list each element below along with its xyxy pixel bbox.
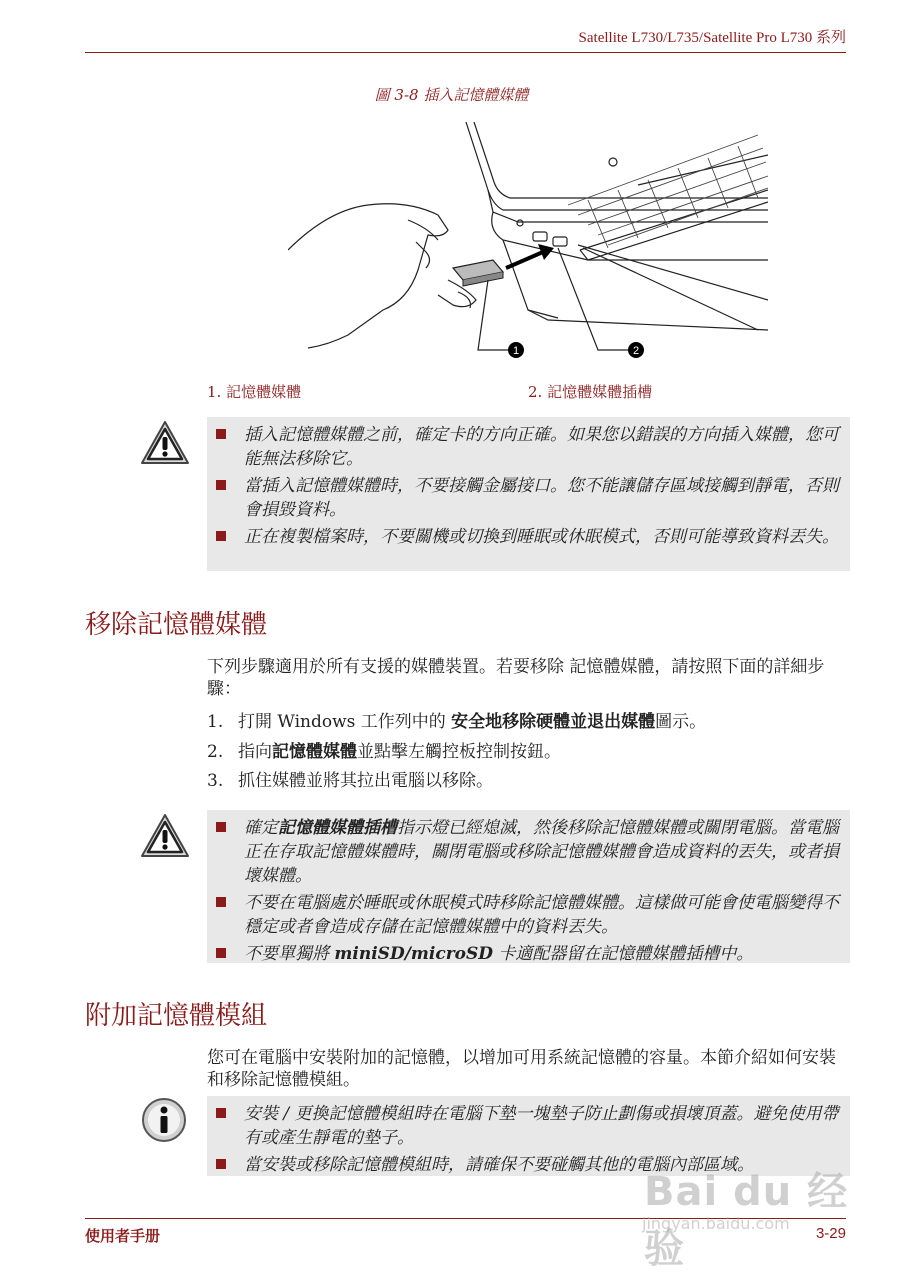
callout-1-number: 1 [512,345,520,357]
remove-media-intro: 下列步驟適用於所有支援的媒體裝置。若要移除 記憶體媒體，請按照下面的詳細步驟： [207,657,825,699]
caution-icon [140,813,190,859]
bullet-square-icon [216,822,226,832]
info-item: 安裝 / 更換記憶體模組時在電腦下墊一塊墊子防止劃傷或損壞頂蓋。避免使用帶有或產生靜電的墊子。 [211,1102,840,1150]
bullet-square-icon [216,531,226,541]
bullet-square-icon [216,1108,226,1118]
page-number: 3-29 [815,1225,846,1242]
caution-item: 當插入記憶體媒體時，不要接觸金屬接口。您不能讓儲存區域接觸到靜電，否則會損毀資料。 [211,474,840,522]
info-item: 當安裝或移除記憶體模組時，請確保不要碰觸其他的電腦內部區域。 [211,1153,840,1177]
caution-item: 不要在電腦處於睡眠或休眠模式時移除記憶體媒體。這樣做可能會使電腦變得不穩定或者會造成存儲在記憶體媒體中的資料丟失。 [211,891,840,939]
laptop-memory-card-illustration [288,120,768,370]
step-item: 1. 打開 Windows 工作列中的 安全地移除硬體並退出媒體圖示。 [207,712,707,732]
watermark-logo: Bai du 经验 [644,1169,849,1272]
figure-label-2: 2. 記憶體媒體插槽 [528,383,653,401]
watermark-url: jingyan.baidu.com [642,1214,790,1233]
memory-module-intro: 您可在電腦中安裝附加的記憶體，以增加可用系統記憶體的容量。本節介紹如何安裝和移除記憶體模組。 [207,1048,836,1090]
caution-box-insert [207,417,850,571]
bullet-square-icon [216,429,226,439]
section-heading-memory-module: 附加記憶體模組 [85,1001,268,1031]
caution-icon [140,420,190,466]
footer-manual-title: 使用者手册 [85,1227,161,1245]
bullet-square-icon [216,1159,226,1169]
bullet-square-icon [216,897,226,907]
step-item: 3. 抓住媒體並將其拉出電腦以移除。 [207,771,493,791]
running-header: Satellite L730/L735/Satellite Pro L730 系列 [578,30,846,46]
section-heading-remove-media: 移除記憶體媒體 [85,610,268,640]
caution-item: 插入記憶體媒體之前，確定卡的方向正確。如果您以錯誤的方向插入媒體，您可能無法移除它。 [211,423,840,471]
figure-caption: 圖 3-8 插入記憶體媒體 [374,86,529,104]
callout-2-number: 2 [632,345,640,357]
caution-item: 正在複製檔案時，不要關機或切換到睡眠或休眠模式，否則可能導致資料丟失。 [211,525,840,549]
header-divider [85,52,846,53]
bullet-square-icon [216,480,226,490]
figure-label-1: 1. 記憶體媒體 [207,383,302,401]
bullet-square-icon [216,948,226,958]
step-item: 2. 指向記憶體媒體並點擊左觸控板控制按鈕。 [207,742,561,762]
caution-item: 確定記憶體媒體插槽指示燈已經熄滅，然後移除記憶體媒體或關閉電腦。當電腦正在存取記憶體媒體時，關閉電腦或移除記憶體媒體會造成資料的丟失，或者損壞媒體。 [211,816,840,888]
caution-item: 不要單獨將 miniSD/microSD 卡適配器留在記憶體媒體插槽中。 [211,942,840,966]
caution-box-remove [207,810,850,963]
baidu-watermark [636,1160,866,1272]
info-icon [141,1097,187,1143]
